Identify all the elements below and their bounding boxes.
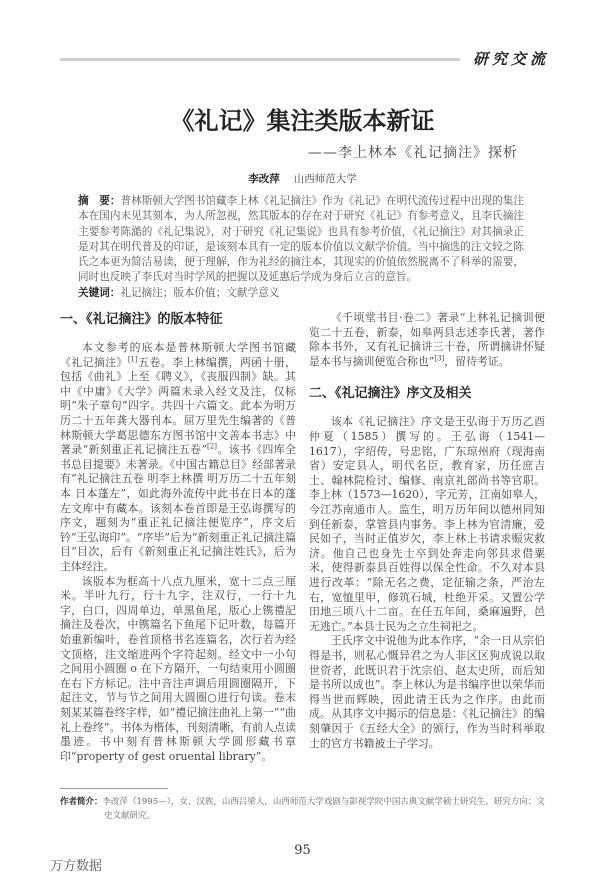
text: 五卷。李上林编撰，两函十册，包括《曲礼》上至《聘义》，《丧服四制》缺。其中《中庸》《大学》两篇未录入经文及注，仅标明“朱子章句”四字。共四十六篇文。此本为明万历二十五年龚大器刊本。屈万里先生编著的《普林斯顿大学葛思德东方图书馆中文善本书志》中著录“新刻重正礼记摘注五卷” (60, 355, 296, 457)
left-column (60, 311, 296, 764)
author-line (60, 172, 545, 186)
article-title: 《礼记》集注类版本新证 (170, 107, 435, 135)
watermark: 万方数据 (50, 859, 103, 875)
article-subtitle: ——李上林本《礼记摘注》探析 (308, 145, 518, 161)
abstract-text: 普林斯顿大学图书馆藏李上林《礼记摘注》作为《礼记》在明代流传过程中出现的集注本在国内未见其刻本，为人所忽视，然其版本的存在对于研究《礼记》有参考意义，且李氏摘注主要参考陈澔的《礼记集说》，对于研究《礼记集说》也具有参考价值，《礼记摘注》对其摘录正是对其在明代普及的印证，是该刻本具有一定的版本价值以文献学价值。当中摘选的注文较之陈氏之本更为简洁易读，便于理解，作为礼经的摘注本，其现实的价值依然脱离不了科举的需要，同时也反映了李氏对当时学风的把握以及延惠后学成为身后立言的意旨。 (78, 195, 525, 284)
body-columns (60, 311, 545, 764)
section1-paragraph-2: 该版本为框高十八点九厘米，宽十二点三厘米。半叶九行，行十九字，注双行，一行十九字，白口，四周单边，单黑鱼尾，版心上镌禮記摘注及卷次，中镌篇名下鱼尾下记叶数，每篇开始重新编叶，卷首顶格书名连篇名，次行若为经文顶格，注文缩进两个字符起刻。经文中一小句之间用小圆圈 o 在下方隔开，一句结束用小圆圈在右下方标记。注中音注声调后用圆圈隔开，下起注文，节与节之间用大圆圈○进行句读。卷末刻某某篇卷终字样，如“禮记摘注曲礼上第一”“曲礼上卷终”。书体为楷体，刊刻清晰，有前人点读墨迹。书中刻有普林斯顿大学圆形藏书章印“property of gest oruental library”。 (60, 574, 296, 763)
footnote-rule (60, 788, 168, 789)
abstract-body (78, 194, 524, 286)
section1-heading: 一、《礼记摘注》的版本特征 (60, 312, 223, 328)
text: 。该书《四库全书总目提要》未著录。《中国古籍总目》经部著录有“礼记摘注五卷 明李上林撰 明万历二十五年刻本 日本蓬左”，如此海外流传中此书在日本的蓬左文库中有藏本。该刻本卷首即是王弘诲撰写的序文，题刻为“重正礼记摘注便览序”，序文后钤“王弘诲印”。“序毕”后为“新刻重正礼记摘注篇目”目次，后有《新刻重正礼记摘注姓氏》，后为主体经注。 (60, 443, 296, 573)
keywords-label: 关键词： (78, 286, 121, 299)
text: 本文参考的底本是普林斯顿大学图书馆藏《礼记摘注》 (60, 341, 296, 369)
section1-paragraph-3 (309, 311, 545, 369)
abstract-label: 摘 要： (78, 195, 121, 207)
footnote-text: 李改萍（1995—），女，汉族，山西吕梁人，山西师范大学戏剧与影视学院中国古典文献学硕士研究生，研究方向：文史文献研究。 (102, 797, 545, 822)
column-tag: 研究交流 (473, 50, 550, 68)
section2-paragraph-1: 该本《礼记摘注》序文是王弘诲于万历乙酉仲夏（1585）撰写的。王弘诲（1541—1617），字绍传，号忠铭，广东琼州府（现海南省）安定县人，明代名臣，教育家，历任庶吉士、翰林院检讨、编修、南京礼部尚书等官职。李上林（1573—1620），字元芳，江南如皋人，今江苏南通市人。监生，明万历年间以德州同知到任新泰，掌管县内事务。李上林为官清廉，爱民如子，当时正值岁欠，李上林上书请求赈灾救济。他自己也身先士卒到处奔走向邻县求借粟米，使得新泰县百姓得以保全性命。不久对本县进行改革：“除无名之费，定征输之条，严治左右，宽恤里甲，修筑石城，杜绝开采。又置公学田地三顷八十二亩。在任五年间，桑麻遍野，邑无逃亡。”本县士民为之立生祠祀之。 (309, 415, 545, 633)
text: 《千顷堂书目·卷二》著录“上林礼记摘训便览二十五卷，新泰，如皋两县志述李氏著，著作除本书外，又有礼记摘讲三十卷，所谓摘讲怀疑是本书与摘训便览合称也” (309, 311, 545, 368)
author-name: 李改萍 (248, 173, 280, 185)
author-footnote (60, 795, 545, 823)
footnote-label: 作者简介： (60, 797, 103, 808)
text: ，留待考证。 (444, 354, 510, 368)
right-column (309, 311, 545, 764)
abstract (78, 194, 524, 301)
page-header (60, 46, 550, 72)
keywords-text: 礼记摘注；版本价值；文献学意义 (120, 286, 280, 299)
citation-1: [1] (127, 355, 138, 364)
header-rule (60, 58, 460, 61)
citation-3: [3] (434, 354, 445, 363)
section1-paragraph-1 (60, 341, 296, 575)
keywords (78, 286, 524, 301)
section2-paragraph-2: 王氏序文中说他为此本作序，“余一日从宗伯得是书，则私心慨异君之为人非区区狗成说以取世资者，此既识君于沈宗伯、赵太史所，而后知是书所以成也”。李上林认为是书编序世以荣华而得当世而辉映，因此请王氏为之作序。由此而成。从其序文中揭示的信息是：《礼记摘注》的编刻肇因于《五经大全》的颁行，作为当时科举取士的官方书籍被士子学习。 (309, 634, 545, 750)
author-affiliation: 山西师范大学 (293, 173, 357, 185)
section2-heading: 二、《礼记摘注》序文及相关 (309, 386, 472, 402)
page-number: 95 (294, 843, 311, 859)
citation-2: [2] (207, 442, 217, 451)
